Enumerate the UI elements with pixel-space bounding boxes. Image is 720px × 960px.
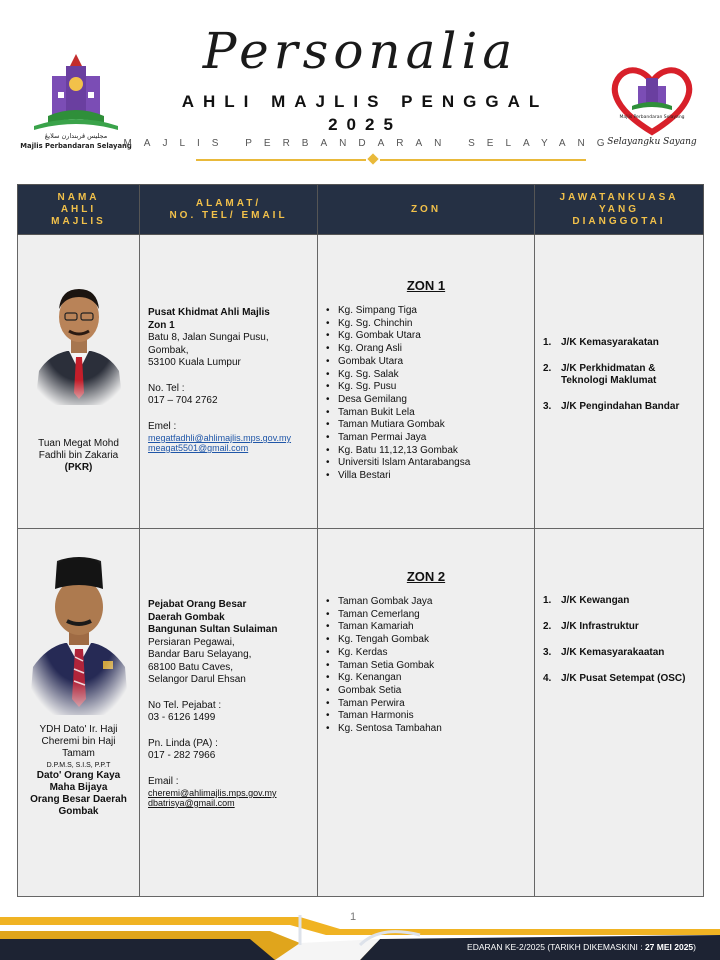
zone-area-list xyxy=(318,596,534,736)
committee-list xyxy=(543,595,697,685)
list-item: • Taman Cemerlang xyxy=(326,609,534,622)
committee-item: 2. J/K Infrastruktur xyxy=(543,621,639,632)
committee-cell xyxy=(535,235,704,529)
zone-cell xyxy=(318,529,535,897)
tel-label: No. Tel : xyxy=(148,382,185,394)
list-item: • Taman Permai Jaya xyxy=(326,432,534,445)
committee-item: 4. J/K Pusat Setempat (OSC) xyxy=(543,673,686,684)
zone-area-list xyxy=(318,305,534,483)
logo-right-caption: Majlis Perbandaran Selayang xyxy=(619,115,685,120)
email-label: Email : xyxy=(148,775,179,787)
tel-label: No Tel. Pejabat : xyxy=(148,699,222,711)
page-year: 2025 xyxy=(328,115,402,134)
header-zone: ZON xyxy=(318,185,535,235)
email-label: Emel : xyxy=(148,420,177,432)
list-item: • Taman Perwira xyxy=(326,698,534,711)
table-header-row xyxy=(18,185,704,235)
table-row xyxy=(18,235,704,529)
list-item: • Kg. Sentosa Tambahan xyxy=(326,723,534,736)
committee-item: 1. J/K Kewangan xyxy=(543,595,630,606)
list-item: • Gombak Utara xyxy=(326,356,534,369)
email-link[interactable]: dbatrisya@gmail.com xyxy=(148,798,235,808)
list-item: • Kg. Sg. Chinchin xyxy=(326,318,534,331)
email-link[interactable]: meagat5501@gmail.com xyxy=(148,443,249,453)
office-name: Pejabat Orang Besar Daerah Gombak Bangunan Sultan Sulaiman xyxy=(148,599,278,635)
committee-item: 3. J/K Kemasyarakaatan xyxy=(543,647,665,658)
page-title: AHLI MAJLIS PENGGAL xyxy=(181,92,549,111)
councillor-table xyxy=(17,184,704,897)
list-item: • Kg. Sg. Pusu xyxy=(326,381,534,394)
logo-right-slogan: Selayangku Sayang xyxy=(607,137,697,147)
honorific-title: Dato' Orang Kaya Maha Bijaya Orang Besar Daerah Gombak xyxy=(30,770,127,817)
email-link[interactable]: megatfadhli@ahlimajlis.mps.gov.my xyxy=(148,433,292,443)
logo-left-caption: Majlis Perbandaran Selayang xyxy=(20,142,132,150)
page-number: 1 xyxy=(350,911,357,923)
list-item: • Taman Kamariah xyxy=(326,621,534,634)
diamond-ornament xyxy=(367,153,378,164)
councillor-cell xyxy=(18,235,140,529)
list-item: • Kg. Simpang Tiga xyxy=(326,305,534,318)
list-item: • Taman Bukit Lela xyxy=(326,407,534,420)
tel-number: 017 – 704 2762 xyxy=(148,395,218,406)
party-label: (PKR) xyxy=(64,462,93,473)
page-header xyxy=(0,0,720,180)
edaran-note: EDARAN KE-2/2025 (TARIKH DIKEMASKINI : 27 MEI 2025) xyxy=(467,942,696,952)
committee-item: 3. J/K Pengindahan Bandar xyxy=(543,401,680,412)
pa-label: Pn. Linda (PA) : xyxy=(148,737,218,749)
zone-title: ZON 1 xyxy=(406,278,446,293)
logo-left-jawi: مجليس ڤربندارن سلايڠ xyxy=(44,132,108,140)
committee-item: 1. J/K Kemasyarakatan xyxy=(543,337,659,348)
list-item: • Desa Gemilang xyxy=(326,394,534,407)
councillor-photo xyxy=(25,539,133,715)
councillor-photo xyxy=(29,275,129,405)
contact-cell xyxy=(140,235,318,529)
office-address: Batu 8, Jalan Sungai Pusu, Gombak, 53100 Kuala Lumpur xyxy=(148,332,269,368)
tel-number: 03 - 6126 1499 xyxy=(148,712,216,723)
header-name: NAMA AHLI MAJLIS xyxy=(18,185,140,235)
list-item: • Kg. Kenangan xyxy=(326,672,534,685)
update-date: 27 MEI 2025 xyxy=(644,942,694,952)
contact-cell xyxy=(140,529,318,897)
list-item: • Villa Bestari xyxy=(326,470,534,483)
awards-label: D.P.M.S, S.I.S, P.P.T xyxy=(46,762,111,769)
list-item: • Kg. Tengah Gombak xyxy=(326,634,534,647)
committee-item: 2. J/K Perkhidmatan & Teknologi Maklumat xyxy=(543,363,657,386)
list-item: • Taman Gombak Jaya xyxy=(326,596,534,609)
list-item: • Gombak Setia xyxy=(326,685,534,698)
councillor-cell xyxy=(18,529,140,897)
list-item: • Taman Harmonis xyxy=(326,710,534,723)
office-name: Pusat Khidmat Ahli Majlis Zon 1 xyxy=(148,307,270,331)
zone-cell xyxy=(318,235,535,529)
email-link[interactable]: cheremi@ahlimajlis.mps.gov.my xyxy=(148,788,277,798)
list-item: • Kg. Orang Asli xyxy=(326,343,534,356)
list-item: • Kg. Batu 11,12,13 Gombak xyxy=(326,445,534,458)
gold-divider-left xyxy=(196,159,366,161)
table-row xyxy=(18,529,704,897)
councillor-name: YDH Dato' Ir. Haji Cheremi bin Haji Tamam xyxy=(39,724,118,759)
header-committee: JAWATANKUASA YANG DIANGGOTAI xyxy=(535,185,704,235)
list-item: • Kg. Gombak Utara xyxy=(326,330,534,343)
list-item: • Universiti Islam Antarabangsa xyxy=(326,457,534,470)
pa-number: 017 - 282 7966 xyxy=(148,750,216,761)
selayangku-sayang-logo xyxy=(606,62,698,152)
gold-divider-right xyxy=(380,159,586,161)
office-address: Persiaran Pegawai, Bandar Baru Selayang, 68100 Batu Caves, Selangor Darul Ehsan xyxy=(148,636,252,685)
header-address: ALAMAT/ NO. TEL/ EMAIL xyxy=(140,185,318,235)
mps-logo xyxy=(20,52,132,150)
council-name: MAJLIS PERBANDARAN SELAYANG xyxy=(123,138,617,149)
councillor-name: Tuan Megat Mohd Fadhli bin Zakaria xyxy=(38,438,119,461)
committee-list xyxy=(543,337,697,413)
list-item: • Taman Mutiara Gombak xyxy=(326,419,534,432)
list-item: • Kg. Kerdas xyxy=(326,647,534,660)
list-item: • Taman Setia Gombak xyxy=(326,660,534,673)
script-title: Personalia xyxy=(202,22,518,80)
committee-cell xyxy=(535,529,704,897)
list-item: • Kg. Sg. Salak xyxy=(326,369,534,382)
zone-title: ZON 2 xyxy=(406,569,446,584)
